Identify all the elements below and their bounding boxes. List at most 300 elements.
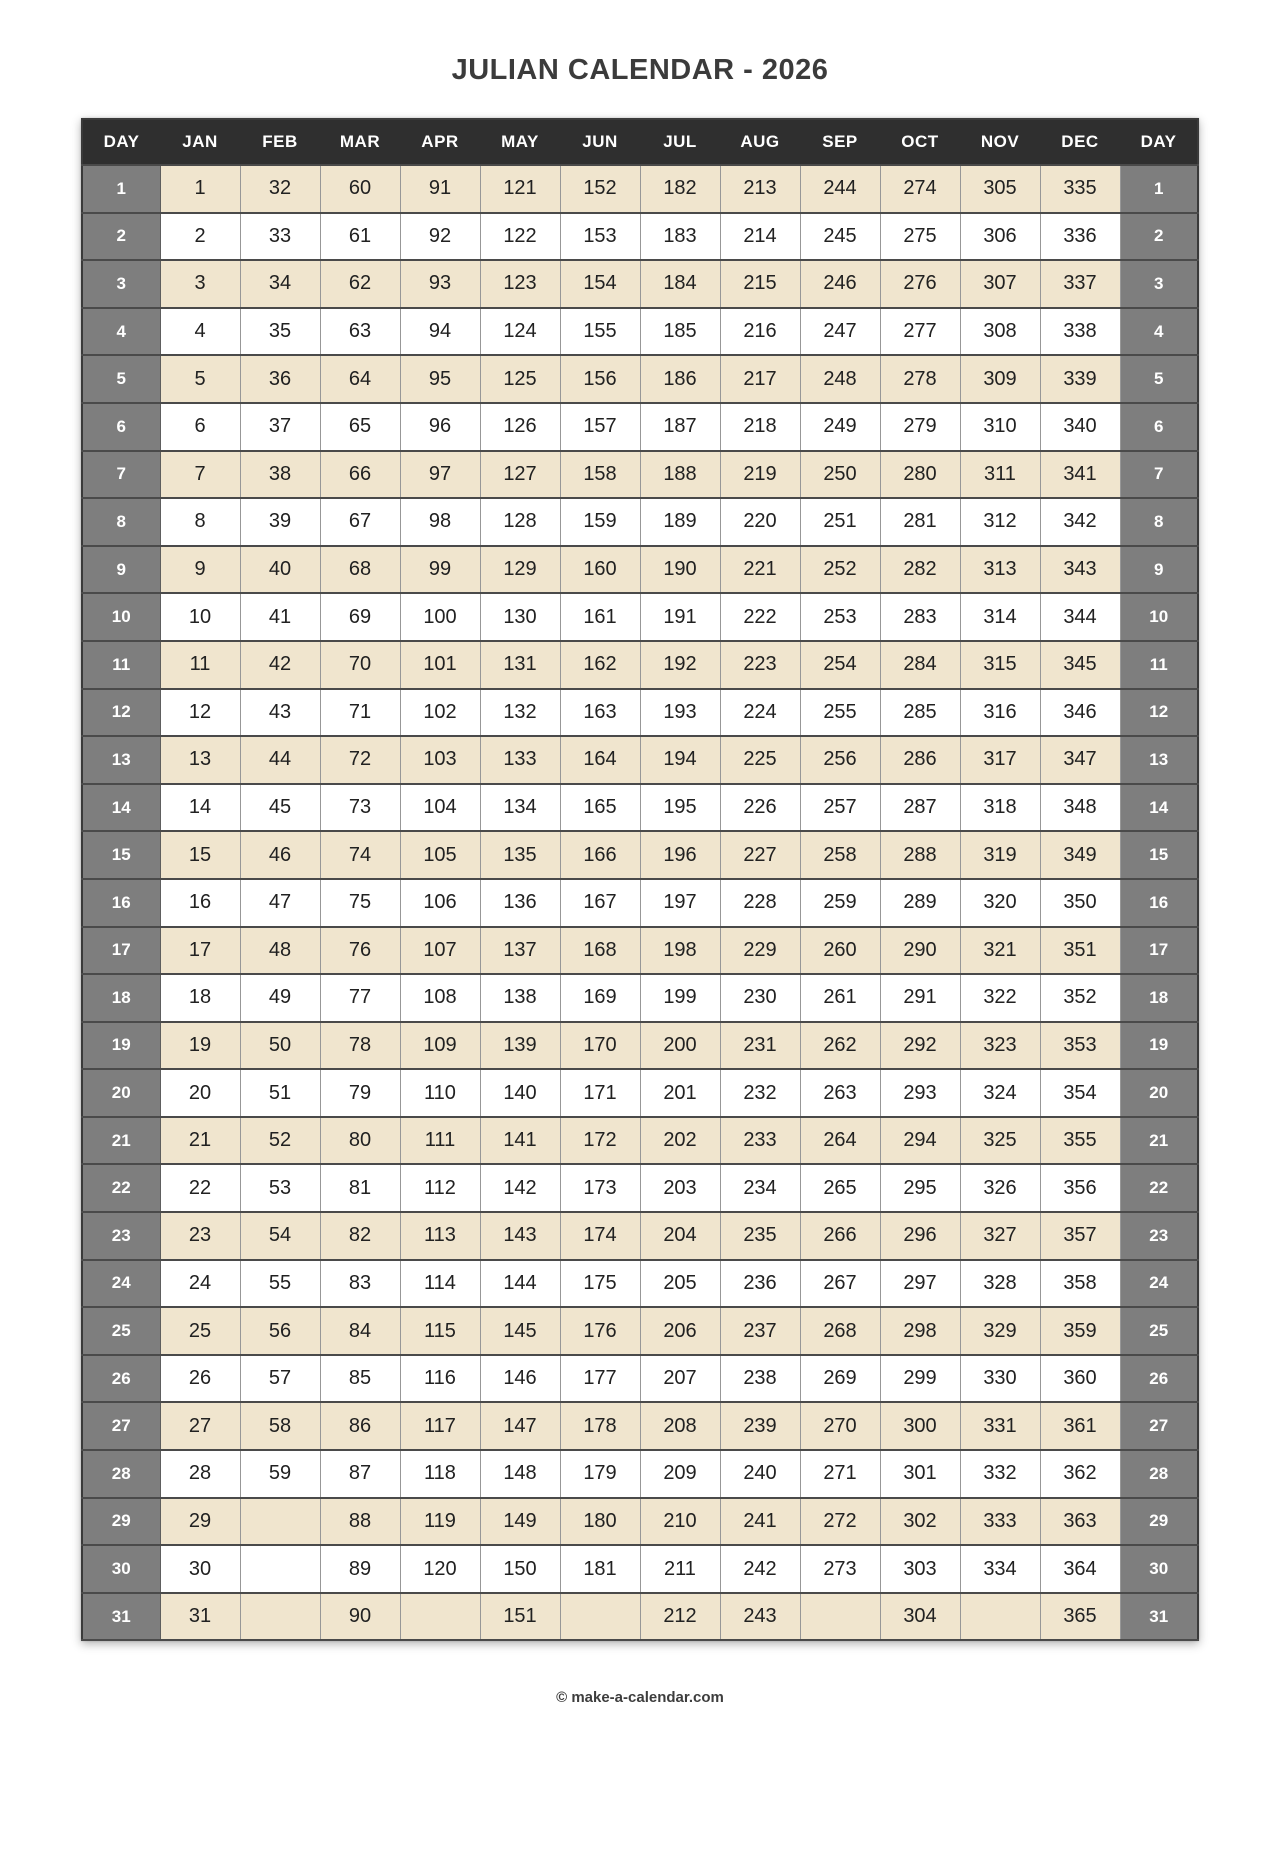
julian-day-cell: 189: [640, 498, 720, 546]
julian-day-cell: 243: [720, 1593, 800, 1641]
julian-day-cell: 90: [320, 1593, 400, 1641]
day-number-cell: 13: [1120, 736, 1198, 784]
day-number-cell: 8: [82, 498, 160, 546]
julian-day-cell: 215: [720, 260, 800, 308]
julian-day-cell: 196: [640, 831, 720, 879]
julian-day-cell: 130: [480, 593, 560, 641]
julian-day-cell: 94: [400, 308, 480, 356]
julian-day-cell: 358: [1040, 1260, 1120, 1308]
julian-day-cell: 155: [560, 308, 640, 356]
julian-day-cell: [400, 1593, 480, 1641]
julian-day-cell: 177: [560, 1355, 640, 1403]
day-number-cell: 26: [82, 1355, 160, 1403]
month-column-header: FEB: [240, 119, 320, 165]
julian-day-cell: 157: [560, 403, 640, 451]
day-number-cell: 24: [82, 1260, 160, 1308]
julian-day-cell: 64: [320, 355, 400, 403]
julian-day-cell: 194: [640, 736, 720, 784]
julian-day-cell: 75: [320, 879, 400, 927]
julian-day-cell: 87: [320, 1450, 400, 1498]
julian-day-cell: 187: [640, 403, 720, 451]
julian-day-cell: 300: [880, 1402, 960, 1450]
julian-day-cell: 58: [240, 1402, 320, 1450]
julian-day-cell: 163: [560, 689, 640, 737]
julian-day-cell: 238: [720, 1355, 800, 1403]
julian-day-cell: 124: [480, 308, 560, 356]
julian-day-cell: 106: [400, 879, 480, 927]
julian-day-cell: 342: [1040, 498, 1120, 546]
julian-day-cell: 167: [560, 879, 640, 927]
julian-day-cell: 31: [160, 1593, 240, 1641]
julian-day-cell: 153: [560, 213, 640, 261]
julian-day-cell: 121: [480, 165, 560, 213]
julian-day-cell: 220: [720, 498, 800, 546]
julian-day-cell: 169: [560, 974, 640, 1022]
julian-day-cell: 140: [480, 1069, 560, 1117]
table-row: [82, 1355, 1198, 1403]
day-number-cell: 18: [82, 974, 160, 1022]
julian-day-cell: 152: [560, 165, 640, 213]
julian-day-cell: 97: [400, 451, 480, 499]
julian-day-cell: 326: [960, 1164, 1040, 1212]
julian-day-cell: 185: [640, 308, 720, 356]
julian-day-cell: 303: [880, 1545, 960, 1593]
julian-day-cell: 42: [240, 641, 320, 689]
julian-day-cell: 114: [400, 1260, 480, 1308]
julian-day-cell: 29: [160, 1498, 240, 1546]
julian-day-cell: 6: [160, 403, 240, 451]
julian-day-cell: 150: [480, 1545, 560, 1593]
julian-day-cell: 95: [400, 355, 480, 403]
table-row: [82, 879, 1198, 927]
julian-day-cell: 209: [640, 1450, 720, 1498]
julian-day-cell: 252: [800, 546, 880, 594]
julian-day-cell: 311: [960, 451, 1040, 499]
month-column-header: JAN: [160, 119, 240, 165]
julian-day-cell: 258: [800, 831, 880, 879]
julian-day-cell: 3: [160, 260, 240, 308]
julian-day-cell: 272: [800, 1498, 880, 1546]
julian-day-cell: 352: [1040, 974, 1120, 1022]
julian-day-cell: 359: [1040, 1307, 1120, 1355]
julian-day-cell: 101: [400, 641, 480, 689]
julian-day-cell: 15: [160, 831, 240, 879]
julian-day-cell: 345: [1040, 641, 1120, 689]
day-number-cell: 25: [82, 1307, 160, 1355]
day-number-cell: 16: [1120, 879, 1198, 927]
julian-day-cell: 260: [800, 927, 880, 975]
day-number-cell: 23: [82, 1212, 160, 1260]
day-number-cell: 7: [82, 451, 160, 499]
julian-day-cell: 346: [1040, 689, 1120, 737]
julian-day-cell: 134: [480, 784, 560, 832]
julian-day-cell: 80: [320, 1117, 400, 1165]
header-row: [82, 119, 1198, 165]
julian-day-cell: 16: [160, 879, 240, 927]
julian-day-cell: 27: [160, 1402, 240, 1450]
julian-day-cell: 35: [240, 308, 320, 356]
table-row: [82, 1164, 1198, 1212]
day-number-cell: 29: [1120, 1498, 1198, 1546]
day-number-cell: 19: [82, 1022, 160, 1070]
julian-day-cell: 335: [1040, 165, 1120, 213]
julian-day-cell: [560, 1593, 640, 1641]
month-column-header: SEP: [800, 119, 880, 165]
julian-day-cell: 199: [640, 974, 720, 1022]
julian-day-cell: 71: [320, 689, 400, 737]
julian-day-cell: 110: [400, 1069, 480, 1117]
julian-day-cell: 139: [480, 1022, 560, 1070]
month-column-header: OCT: [880, 119, 960, 165]
julian-day-cell: 265: [800, 1164, 880, 1212]
julian-day-cell: 322: [960, 974, 1040, 1022]
julian-day-cell: 271: [800, 1450, 880, 1498]
table-row: [82, 831, 1198, 879]
julian-day-cell: 161: [560, 593, 640, 641]
julian-day-cell: 116: [400, 1355, 480, 1403]
julian-day-cell: 89: [320, 1545, 400, 1593]
day-number-cell: 13: [82, 736, 160, 784]
julian-day-cell: 363: [1040, 1498, 1120, 1546]
month-column-header: JUN: [560, 119, 640, 165]
day-number-cell: 25: [1120, 1307, 1198, 1355]
julian-day-cell: 102: [400, 689, 480, 737]
day-number-cell: 14: [82, 784, 160, 832]
table-row: [82, 593, 1198, 641]
julian-day-cell: 266: [800, 1212, 880, 1260]
table-row: [82, 546, 1198, 594]
day-number-cell: 27: [1120, 1402, 1198, 1450]
julian-day-cell: 105: [400, 831, 480, 879]
table-row: [82, 355, 1198, 403]
julian-day-cell: 341: [1040, 451, 1120, 499]
julian-day-cell: 355: [1040, 1117, 1120, 1165]
julian-day-cell: 234: [720, 1164, 800, 1212]
julian-day-cell: 126: [480, 403, 560, 451]
julian-day-cell: 181: [560, 1545, 640, 1593]
julian-day-cell: 214: [720, 213, 800, 261]
day-number-cell: 30: [1120, 1545, 1198, 1593]
julian-day-cell: 11: [160, 641, 240, 689]
table-row: [82, 927, 1198, 975]
julian-day-cell: 2: [160, 213, 240, 261]
day-number-cell: 2: [1120, 213, 1198, 261]
julian-day-cell: 151: [480, 1593, 560, 1641]
day-number-cell: 27: [82, 1402, 160, 1450]
julian-day-cell: 28: [160, 1450, 240, 1498]
table-row: [82, 308, 1198, 356]
julian-day-cell: 159: [560, 498, 640, 546]
day-number-cell: 3: [82, 260, 160, 308]
julian-day-cell: 204: [640, 1212, 720, 1260]
day-number-cell: 28: [82, 1450, 160, 1498]
day-number-cell: 8: [1120, 498, 1198, 546]
julian-day-cell: 86: [320, 1402, 400, 1450]
julian-day-cell: 127: [480, 451, 560, 499]
julian-day-cell: 109: [400, 1022, 480, 1070]
julian-day-cell: 323: [960, 1022, 1040, 1070]
julian-day-cell: 26: [160, 1355, 240, 1403]
day-number-cell: 11: [1120, 641, 1198, 689]
julian-day-cell: 236: [720, 1260, 800, 1308]
day-number-cell: 3: [1120, 260, 1198, 308]
julian-day-cell: 283: [880, 593, 960, 641]
julian-day-cell: 290: [880, 927, 960, 975]
day-number-cell: 5: [1120, 355, 1198, 403]
table-row: [82, 1260, 1198, 1308]
julian-day-cell: 92: [400, 213, 480, 261]
julian-day-cell: 241: [720, 1498, 800, 1546]
julian-day-cell: 284: [880, 641, 960, 689]
julian-day-cell: 49: [240, 974, 320, 1022]
day-number-cell: 10: [82, 593, 160, 641]
julian-day-cell: 61: [320, 213, 400, 261]
day-number-cell: 21: [1120, 1117, 1198, 1165]
table-row: [82, 1450, 1198, 1498]
julian-day-cell: 165: [560, 784, 640, 832]
table-row: [82, 784, 1198, 832]
julian-day-cell: 264: [800, 1117, 880, 1165]
julian-day-cell: 267: [800, 1260, 880, 1308]
julian-day-cell: 262: [800, 1022, 880, 1070]
table-row: [82, 1022, 1198, 1070]
julian-day-cell: 233: [720, 1117, 800, 1165]
julian-day-cell: 74: [320, 831, 400, 879]
julian-day-cell: 277: [880, 308, 960, 356]
julian-day-cell: 201: [640, 1069, 720, 1117]
julian-day-cell: 255: [800, 689, 880, 737]
table-header: [82, 119, 1198, 165]
julian-day-cell: 93: [400, 260, 480, 308]
julian-day-cell: 327: [960, 1212, 1040, 1260]
julian-day-cell: 73: [320, 784, 400, 832]
julian-day-cell: 7: [160, 451, 240, 499]
julian-day-cell: 310: [960, 403, 1040, 451]
day-number-cell: 31: [1120, 1593, 1198, 1641]
julian-day-cell: 245: [800, 213, 880, 261]
julian-day-cell: 37: [240, 403, 320, 451]
julian-day-cell: 135: [480, 831, 560, 879]
julian-day-cell: 128: [480, 498, 560, 546]
julian-day-cell: 133: [480, 736, 560, 784]
julian-day-cell: [800, 1593, 880, 1641]
julian-day-cell: [240, 1593, 320, 1641]
julian-day-cell: 18: [160, 974, 240, 1022]
julian-day-cell: 66: [320, 451, 400, 499]
table-row: [82, 1069, 1198, 1117]
julian-day-cell: 120: [400, 1545, 480, 1593]
month-column-header: AUG: [720, 119, 800, 165]
julian-day-cell: 332: [960, 1450, 1040, 1498]
julian-day-cell: 188: [640, 451, 720, 499]
julian-day-cell: 257: [800, 784, 880, 832]
julian-day-cell: 30: [160, 1545, 240, 1593]
julian-day-cell: 62: [320, 260, 400, 308]
day-number-cell: 20: [1120, 1069, 1198, 1117]
julian-day-cell: 54: [240, 1212, 320, 1260]
julian-day-cell: 193: [640, 689, 720, 737]
julian-day-cell: 269: [800, 1355, 880, 1403]
julian-day-cell: 38: [240, 451, 320, 499]
day-number-cell: 31: [82, 1593, 160, 1641]
julian-day-cell: 317: [960, 736, 1040, 784]
julian-day-cell: 259: [800, 879, 880, 927]
month-column-header: MAR: [320, 119, 400, 165]
julian-day-cell: 55: [240, 1260, 320, 1308]
day-number-cell: 1: [1120, 165, 1198, 213]
julian-day-cell: 122: [480, 213, 560, 261]
julian-day-cell: 190: [640, 546, 720, 594]
day-number-cell: 16: [82, 879, 160, 927]
day-number-cell: 29: [82, 1498, 160, 1546]
julian-day-cell: 251: [800, 498, 880, 546]
julian-day-cell: 57: [240, 1355, 320, 1403]
julian-day-cell: 360: [1040, 1355, 1120, 1403]
julian-day-cell: 34: [240, 260, 320, 308]
julian-day-cell: 172: [560, 1117, 640, 1165]
day-number-cell: 23: [1120, 1212, 1198, 1260]
julian-day-cell: 210: [640, 1498, 720, 1546]
day-number-cell: 12: [82, 689, 160, 737]
julian-day-cell: 279: [880, 403, 960, 451]
julian-day-cell: 24: [160, 1260, 240, 1308]
julian-day-cell: 10: [160, 593, 240, 641]
table-row: [82, 641, 1198, 689]
julian-day-cell: 268: [800, 1307, 880, 1355]
julian-day-cell: 281: [880, 498, 960, 546]
julian-day-cell: 227: [720, 831, 800, 879]
julian-day-cell: 294: [880, 1117, 960, 1165]
julian-day-cell: 261: [800, 974, 880, 1022]
julian-day-cell: 338: [1040, 308, 1120, 356]
julian-calendar-table: [81, 118, 1199, 1641]
julian-day-cell: 33: [240, 213, 320, 261]
julian-day-cell: 212: [640, 1593, 720, 1641]
julian-day-cell: 198: [640, 927, 720, 975]
julian-day-cell: 44: [240, 736, 320, 784]
julian-day-cell: 170: [560, 1022, 640, 1070]
julian-day-cell: 191: [640, 593, 720, 641]
julian-day-cell: 141: [480, 1117, 560, 1165]
julian-day-cell: 365: [1040, 1593, 1120, 1641]
julian-day-cell: 23: [160, 1212, 240, 1260]
month-column-header: APR: [400, 119, 480, 165]
day-number-cell: 17: [1120, 927, 1198, 975]
julian-day-cell: 249: [800, 403, 880, 451]
julian-day-cell: 361: [1040, 1402, 1120, 1450]
julian-day-cell: 162: [560, 641, 640, 689]
julian-day-cell: 320: [960, 879, 1040, 927]
day-number-cell: 28: [1120, 1450, 1198, 1498]
julian-day-cell: 145: [480, 1307, 560, 1355]
julian-day-cell: 76: [320, 927, 400, 975]
julian-day-cell: 339: [1040, 355, 1120, 403]
julian-day-cell: 103: [400, 736, 480, 784]
julian-day-cell: 182: [640, 165, 720, 213]
julian-day-cell: 144: [480, 1260, 560, 1308]
julian-day-cell: 203: [640, 1164, 720, 1212]
julian-day-cell: 347: [1040, 736, 1120, 784]
day-number-cell: 1: [82, 165, 160, 213]
julian-day-cell: 289: [880, 879, 960, 927]
julian-day-cell: 307: [960, 260, 1040, 308]
julian-day-cell: [240, 1498, 320, 1546]
julian-day-cell: 226: [720, 784, 800, 832]
julian-day-cell: 248: [800, 355, 880, 403]
julian-day-cell: 160: [560, 546, 640, 594]
julian-day-cell: 270: [800, 1402, 880, 1450]
day-number-cell: 19: [1120, 1022, 1198, 1070]
julian-day-cell: 50: [240, 1022, 320, 1070]
julian-day-cell: 253: [800, 593, 880, 641]
julian-day-cell: 78: [320, 1022, 400, 1070]
julian-day-cell: 41: [240, 593, 320, 641]
julian-day-cell: 274: [880, 165, 960, 213]
julian-day-cell: 295: [880, 1164, 960, 1212]
table-row: [82, 165, 1198, 213]
julian-day-cell: 1: [160, 165, 240, 213]
day-column-header-left: DAY: [82, 119, 160, 165]
day-number-cell: 22: [82, 1164, 160, 1212]
julian-day-cell: 46: [240, 831, 320, 879]
julian-day-cell: 77: [320, 974, 400, 1022]
julian-day-cell: 304: [880, 1593, 960, 1641]
julian-day-cell: 99: [400, 546, 480, 594]
julian-day-cell: 168: [560, 927, 640, 975]
julian-day-cell: 224: [720, 689, 800, 737]
julian-day-cell: 302: [880, 1498, 960, 1546]
day-number-cell: 15: [82, 831, 160, 879]
julian-day-cell: 111: [400, 1117, 480, 1165]
julian-day-cell: 180: [560, 1498, 640, 1546]
julian-day-cell: 293: [880, 1069, 960, 1117]
julian-day-cell: 250: [800, 451, 880, 499]
day-number-cell: 4: [1120, 308, 1198, 356]
day-number-cell: 9: [82, 546, 160, 594]
table-row: [82, 1498, 1198, 1546]
table-row: [82, 1117, 1198, 1165]
day-number-cell: 26: [1120, 1355, 1198, 1403]
month-column-header: DEC: [1040, 119, 1120, 165]
julian-day-cell: 91: [400, 165, 480, 213]
julian-day-cell: 174: [560, 1212, 640, 1260]
julian-day-cell: 217: [720, 355, 800, 403]
julian-day-cell: 67: [320, 498, 400, 546]
julian-day-cell: 313: [960, 546, 1040, 594]
julian-day-cell: 362: [1040, 1450, 1120, 1498]
julian-day-cell: 350: [1040, 879, 1120, 927]
julian-day-cell: 334: [960, 1545, 1040, 1593]
julian-day-cell: 221: [720, 546, 800, 594]
julian-day-cell: 240: [720, 1450, 800, 1498]
julian-day-cell: 143: [480, 1212, 560, 1260]
julian-day-cell: 129: [480, 546, 560, 594]
julian-day-cell: 63: [320, 308, 400, 356]
julian-day-cell: 108: [400, 974, 480, 1022]
julian-day-cell: 104: [400, 784, 480, 832]
julian-day-cell: 39: [240, 498, 320, 546]
julian-day-cell: 222: [720, 593, 800, 641]
julian-day-cell: 287: [880, 784, 960, 832]
julian-day-cell: 112: [400, 1164, 480, 1212]
julian-day-cell: 354: [1040, 1069, 1120, 1117]
day-number-cell: 20: [82, 1069, 160, 1117]
julian-day-cell: 325: [960, 1117, 1040, 1165]
julian-day-cell: 115: [400, 1307, 480, 1355]
julian-day-cell: 179: [560, 1450, 640, 1498]
julian-day-cell: 348: [1040, 784, 1120, 832]
julian-day-cell: 280: [880, 451, 960, 499]
